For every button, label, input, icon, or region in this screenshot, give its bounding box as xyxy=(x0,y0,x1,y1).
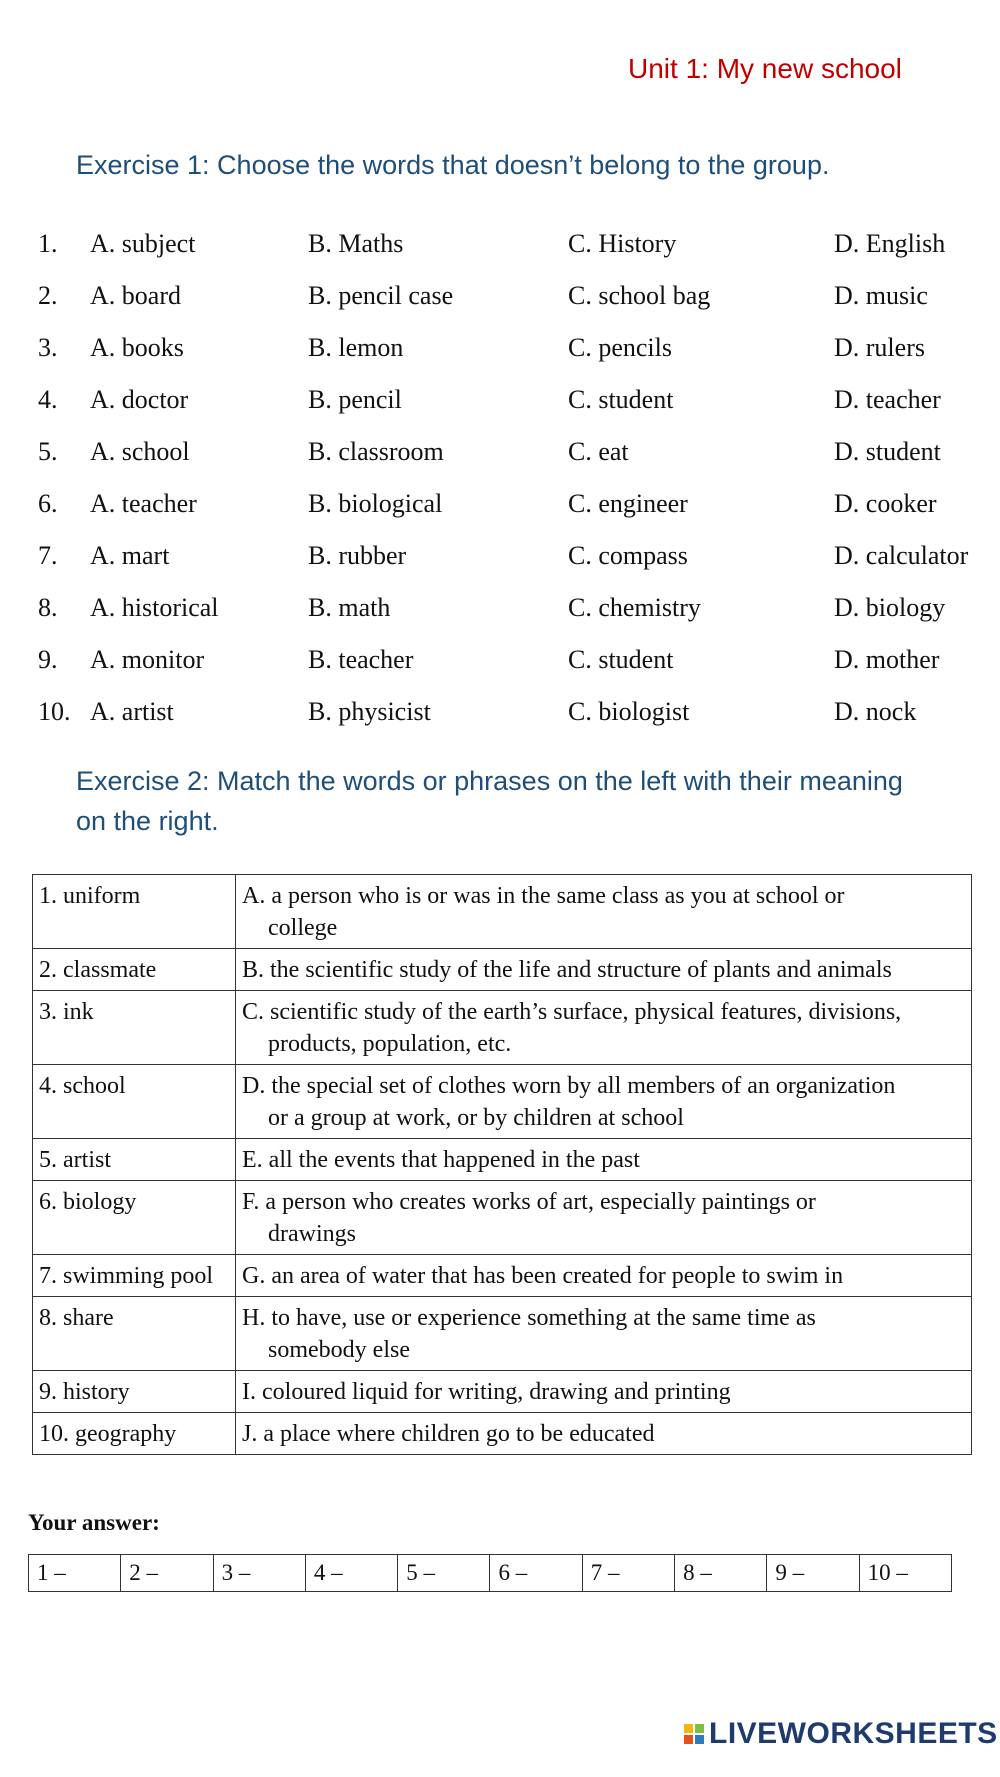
definition-line: E. all the events that happened in the past xyxy=(242,1147,640,1173)
option-c[interactable]: C. student xyxy=(568,385,674,414)
question-number: 5. xyxy=(38,437,58,466)
answer-cell[interactable]: 6 – xyxy=(490,1555,582,1592)
definition-cell xyxy=(236,1181,972,1255)
question-number: 1. xyxy=(38,229,58,258)
option-a[interactable]: A. subject xyxy=(90,229,196,258)
matching-table xyxy=(32,874,972,1455)
definition-line: G. an area of water that has been created for people to swim in xyxy=(242,1263,844,1289)
definition-cell xyxy=(236,1139,972,1181)
answer-cell[interactable]: 10 – xyxy=(859,1555,951,1592)
table-row xyxy=(33,1139,972,1181)
liveworksheets-logo xyxy=(684,1714,998,1754)
question-row xyxy=(0,437,1000,477)
option-a[interactable]: A. monitor xyxy=(90,645,205,674)
option-a[interactable]: A. artist xyxy=(90,697,174,726)
question-number: 7. xyxy=(38,541,58,570)
option-c[interactable]: C. engineer xyxy=(568,489,688,518)
term-cell: 3. ink xyxy=(33,991,236,1065)
option-c[interactable]: C. chemistry xyxy=(568,593,701,622)
option-c[interactable]: C. school bag xyxy=(568,281,711,310)
answer-cell[interactable]: 4 – xyxy=(305,1555,397,1592)
option-d[interactable]: D. English xyxy=(834,229,946,258)
answer-cell[interactable]: 9 – xyxy=(767,1555,859,1592)
definition-cell xyxy=(236,1413,972,1455)
question-number: 8. xyxy=(38,593,58,622)
term-cell: 9. history xyxy=(33,1371,236,1413)
definition-continuation: drawings xyxy=(268,1221,356,1247)
question-number: 9. xyxy=(38,645,58,674)
term-cell: 8. share xyxy=(33,1297,236,1371)
option-b[interactable]: B. Maths xyxy=(308,229,404,258)
table-row xyxy=(33,949,972,991)
question-row xyxy=(0,645,1000,685)
unit-title: Unit 1: My new school xyxy=(628,53,902,84)
definition-line: C. scientific study of the earth’s surface, physical features, divisions, xyxy=(242,999,902,1025)
option-a[interactable]: A. historical xyxy=(90,593,219,622)
answer-cell[interactable]: 7 – xyxy=(582,1555,674,1592)
liveworksheets-logo-icon xyxy=(684,1724,704,1744)
table-row xyxy=(33,1255,972,1297)
option-b[interactable]: B. pencil xyxy=(308,385,402,414)
definition-line: F. a person who creates works of art, especially paintings or xyxy=(242,1189,816,1215)
definition-cell xyxy=(236,1371,972,1413)
option-c[interactable]: C. biologist xyxy=(568,697,690,726)
definition-cell xyxy=(236,1065,972,1139)
term-cell: 10. geography xyxy=(33,1413,236,1455)
definition-cell xyxy=(236,1255,972,1297)
definition-cell xyxy=(236,991,972,1065)
option-a[interactable]: A. teacher xyxy=(90,489,197,518)
question-number: 6. xyxy=(38,489,58,518)
answer-row xyxy=(29,1555,952,1592)
definition-line: H. to have, use or experience something at the same time as xyxy=(242,1305,816,1331)
question-row xyxy=(0,697,1000,737)
option-b[interactable]: B. pencil case xyxy=(308,281,454,310)
definition-line: A. a person who is or was in the same class as you at school or xyxy=(242,883,845,909)
option-d[interactable]: D. music xyxy=(834,281,928,310)
definition-line: J. a place where children go to be educated xyxy=(242,1421,655,1447)
table-row xyxy=(33,1181,972,1255)
table-row xyxy=(33,1297,972,1371)
option-d[interactable]: D. rulers xyxy=(834,333,925,362)
option-b[interactable]: B. physicist xyxy=(308,697,431,726)
option-b[interactable]: B. classroom xyxy=(308,437,444,466)
table-row xyxy=(33,875,972,949)
option-c[interactable]: C. eat xyxy=(568,437,629,466)
answer-cell[interactable]: 1 – xyxy=(29,1555,121,1592)
option-c[interactable]: C. pencils xyxy=(568,333,672,362)
definition-cell xyxy=(236,1297,972,1371)
option-a[interactable]: A. school xyxy=(90,437,190,466)
question-row xyxy=(0,593,1000,633)
option-d[interactable]: D. student xyxy=(834,437,941,466)
answer-cell[interactable]: 3 – xyxy=(213,1555,305,1592)
definition-continuation: college xyxy=(268,915,338,941)
definition-cell xyxy=(236,949,972,991)
option-c[interactable]: C. student xyxy=(568,645,674,674)
answer-cell[interactable]: 2 – xyxy=(121,1555,213,1592)
option-a[interactable]: A. mart xyxy=(90,541,170,570)
option-b[interactable]: B. math xyxy=(308,593,391,622)
term-cell: 7. swimming pool xyxy=(33,1255,236,1297)
definition-line: D. the special set of clothes worn by all members of an organization xyxy=(242,1073,896,1099)
term-cell: 2. classmate xyxy=(33,949,236,991)
term-cell: 5. artist xyxy=(33,1139,236,1181)
option-c[interactable]: C. History xyxy=(568,229,677,258)
answer-label: Your answer: xyxy=(28,1510,160,1535)
answer-cell[interactable]: 5 – xyxy=(398,1555,490,1592)
question-row xyxy=(0,333,1000,373)
question-number: 2. xyxy=(38,281,58,310)
definition-continuation: products, population, etc. xyxy=(268,1031,512,1057)
answer-cell[interactable]: 8 – xyxy=(675,1555,767,1592)
option-d[interactable]: D. mother xyxy=(834,645,940,674)
definition-continuation: or a group at work, or by children at school xyxy=(268,1105,684,1131)
brand-name: LIVEWORKSHEETS xyxy=(709,1717,998,1750)
exercise2-heading: Exercise 2: Match the words or phrases on the left with their meaning on the right. xyxy=(76,766,903,836)
question-number: 4. xyxy=(38,385,58,414)
option-a[interactable]: A. doctor xyxy=(90,385,189,414)
exercise1-heading: Exercise 1: Choose the words that doesn’t belong to the group. xyxy=(76,150,830,180)
question-number: 10. xyxy=(38,697,71,726)
table-row xyxy=(33,1371,972,1413)
option-d[interactable]: D. biology xyxy=(834,593,946,622)
table-row xyxy=(33,991,972,1065)
definition-line: I. coloured liquid for writing, drawing and printing xyxy=(242,1379,731,1405)
option-d[interactable]: D. teacher xyxy=(834,385,941,414)
option-a[interactable]: A. books xyxy=(90,333,184,362)
option-b[interactable]: B. biological xyxy=(308,489,443,518)
option-b[interactable]: B. rubber xyxy=(308,541,407,570)
question-row xyxy=(0,489,1000,529)
table-row xyxy=(33,1065,972,1139)
table-row xyxy=(33,1413,972,1455)
term-cell: 4. school xyxy=(33,1065,236,1139)
question-row xyxy=(0,385,1000,425)
option-c[interactable]: C. compass xyxy=(568,541,688,570)
option-b[interactable]: B. teacher xyxy=(308,645,414,674)
option-a[interactable]: A. board xyxy=(90,281,181,310)
option-d[interactable]: D. nock xyxy=(834,697,917,726)
term-cell: 6. biology xyxy=(33,1181,236,1255)
question-number: 3. xyxy=(38,333,58,362)
definition-cell xyxy=(236,875,972,949)
term-cell: 1. uniform xyxy=(33,875,236,949)
definition-line: B. the scientific study of the life and structure of plants and animals xyxy=(242,957,892,983)
option-b[interactable]: B. lemon xyxy=(308,333,404,362)
definition-continuation: somebody else xyxy=(268,1337,410,1363)
option-d[interactable]: D. cooker xyxy=(834,489,937,518)
option-d[interactable]: D. calculator xyxy=(834,541,969,570)
question-row xyxy=(0,541,1000,581)
answer-grid xyxy=(28,1554,952,1592)
question-row xyxy=(0,229,1000,269)
question-row xyxy=(0,281,1000,321)
